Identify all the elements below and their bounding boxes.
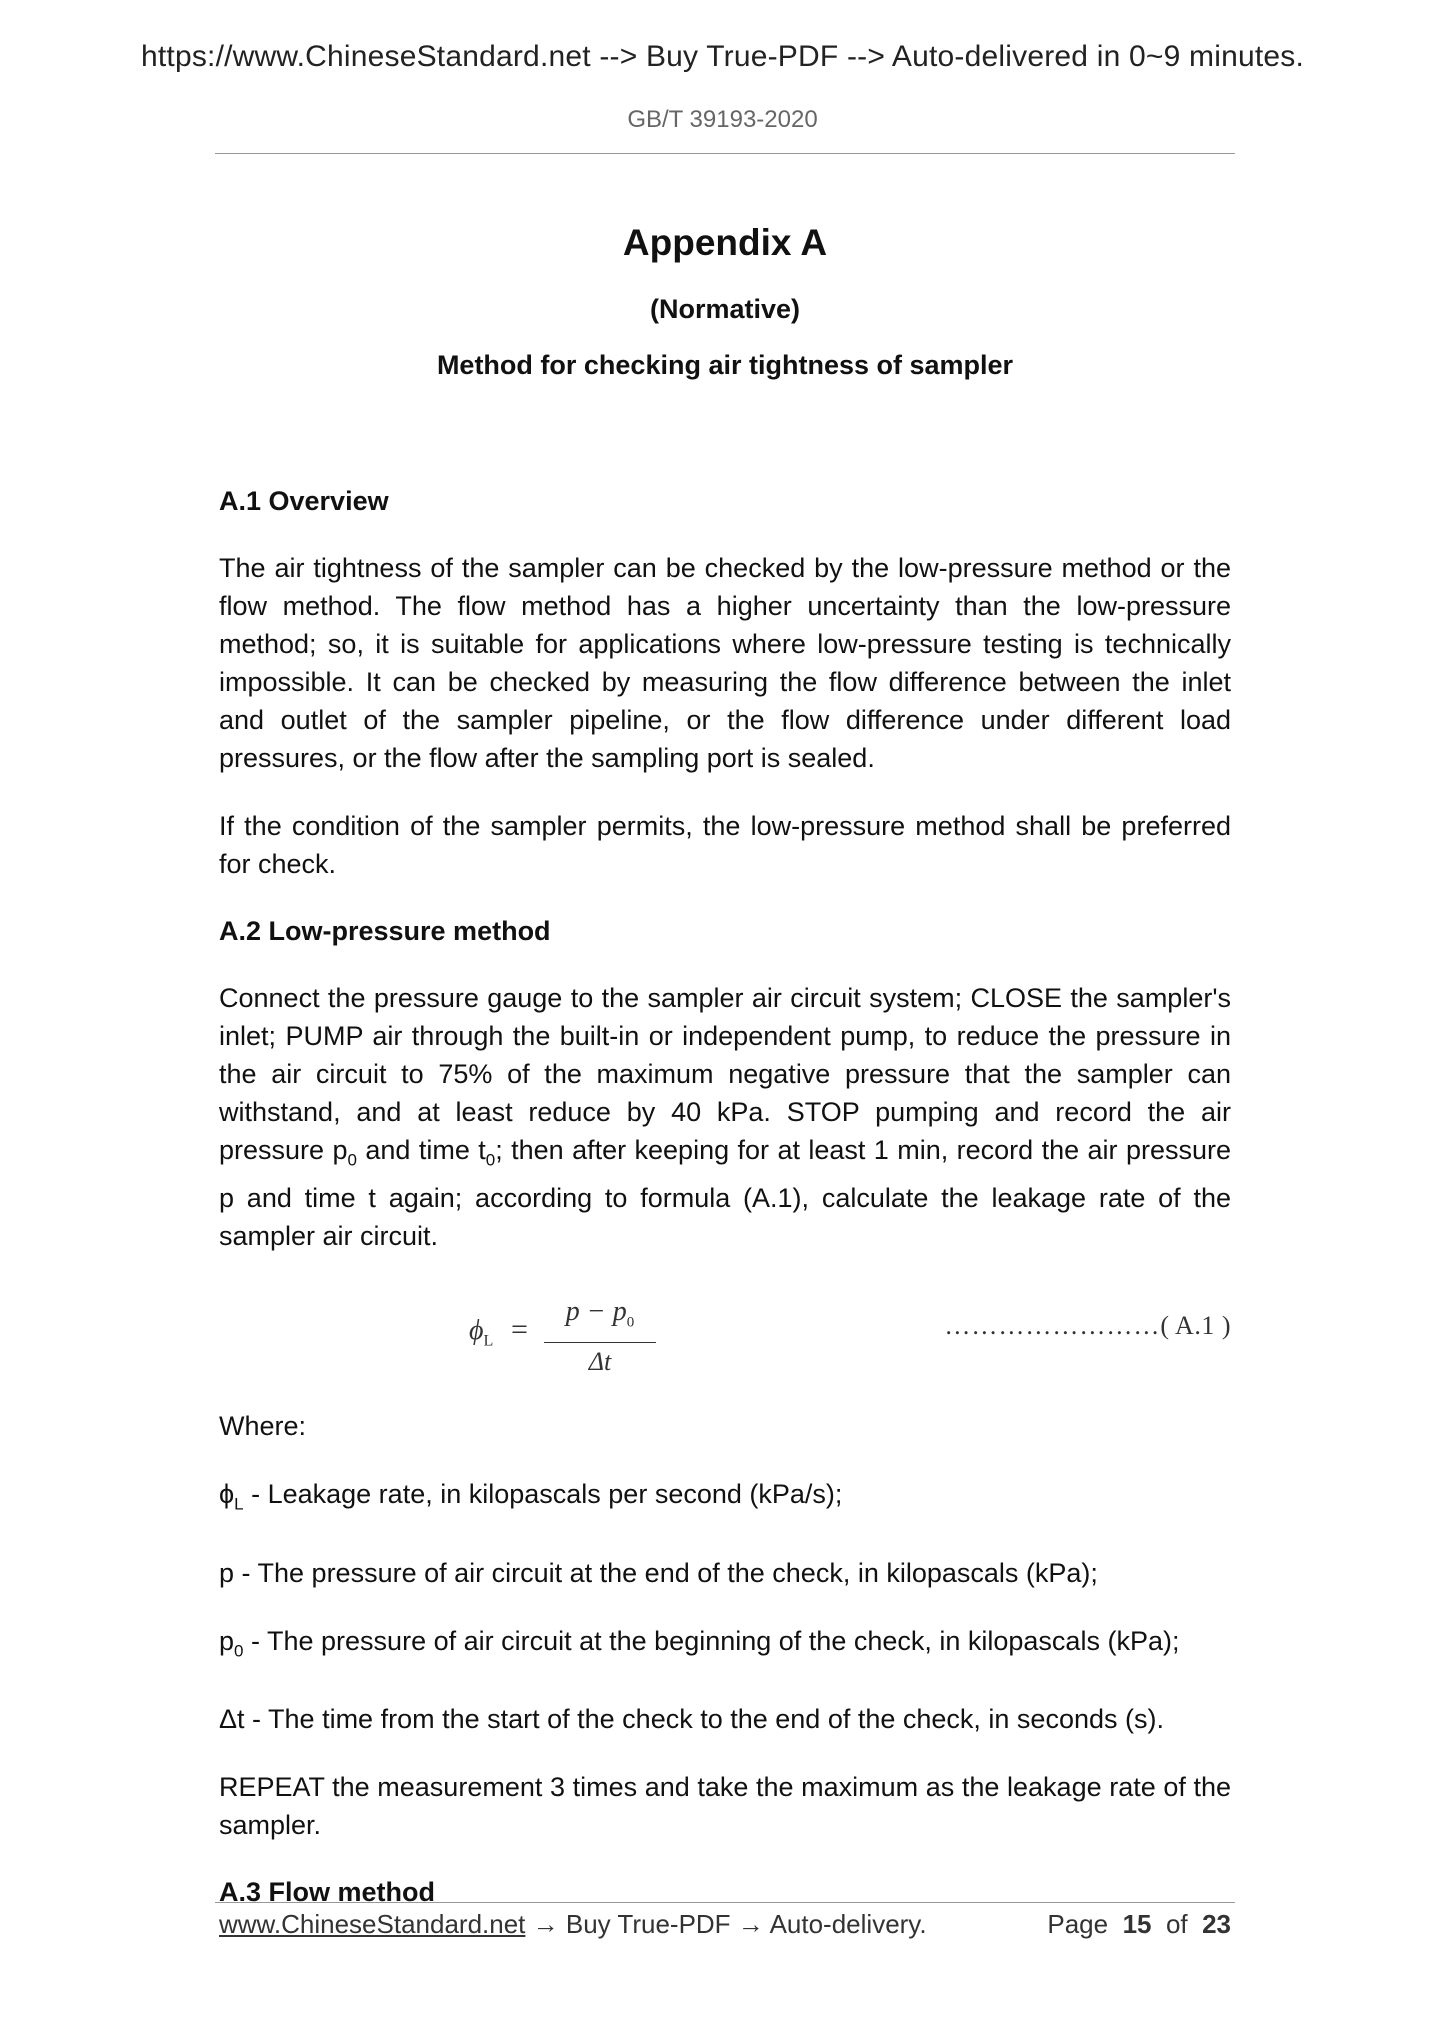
footer-website-link[interactable]: www.ChineseStandard.net (219, 1909, 526, 1939)
page-content (219, 205, 1231, 1910)
definition-symbol: p (219, 1625, 235, 1656)
definition-time: Δt - The time from the start of the check to the end of the check, in seconds (s). (219, 1704, 1164, 1735)
where-label: Where: (219, 1411, 307, 1442)
appendix-subtitle: (Normative) (649, 294, 801, 324)
section-a2-heading: A.2 Low-pressure method (219, 916, 551, 946)
formula-leader-dots: …………………… (944, 1311, 1161, 1341)
subscript-zero: 0 (485, 1150, 496, 1170)
definition-text: - The pressure of air circuit at the beginning of the check, in kilopascals (kPa); (243, 1625, 1180, 1656)
page-footer (219, 1906, 1231, 1942)
phi-symbol: ϕ (219, 1479, 235, 1510)
numerator-subscript: 0 (626, 1314, 635, 1331)
definition-text: - Leakage rate, in kilopascals per second (kPa/s); (243, 1479, 843, 1510)
section-a2-text-part-2: and time t (356, 1135, 486, 1165)
section-a2-text-part-3: ; then after keeping for at least 1 min, record the air pressure p and time t again; according to formula (A.1), calculate the leakage rate of the sampler air circuit. (219, 1135, 1232, 1252)
definition-subscript: L (234, 1494, 244, 1514)
formula-number (944, 1311, 1231, 1341)
repeat-instruction: REPEAT the measurement 3 times and take the maximum as the leakage rate of the sampler. (219, 1772, 1231, 1841)
formula-equals: = (511, 1313, 528, 1347)
appendix-title: Appendix A (622, 222, 828, 263)
section-a1-paragraph-2: If the condition of the sampler permits, the low-pressure method shall be preferred for check. (219, 811, 1231, 879)
numerator-text: p − p (565, 1296, 627, 1328)
footer-tagline: → Buy True-PDF → Auto-delivery. (525, 1909, 927, 1939)
section-a2-text-part-1: Connect the pressure gauge to the sampler air circuit system; CLOSE the sampler's inlet; PUMP air through the built-in or independent pump, to reduce the pressure in the air circuit to 75% of the maximum negative pressure that the sampler can withstand, and at least reduce by 40 kPa. STOP pumping and record the air pressure p (219, 983, 1231, 1165)
formula-denominator: Δt (588, 1346, 612, 1376)
section-a2-paragraph (219, 979, 1231, 1255)
formula-label: ( A.1 ) (1160, 1311, 1231, 1341)
phi-symbol: ϕ (469, 1315, 484, 1347)
page-label: Page (1047, 1909, 1109, 1939)
formula-numerator (544, 1295, 656, 1343)
section-a1-heading: A.1 Overview (219, 486, 389, 516)
page-of: of (1165, 1909, 1188, 1939)
definition-leakage-rate (219, 1475, 1231, 1523)
section-a3-heading: A.3 Flow method (219, 1877, 435, 1908)
top-banner: https://www.ChineseStandard.net --> Buy True-PDF --> Auto-delivered in 0~9 minutes. (141, 40, 1304, 73)
header-divider (215, 153, 1235, 154)
page-total: 23 (1202, 1909, 1231, 1939)
definition-subscript: 0 (234, 1641, 244, 1661)
section-a1-paragraph-1: The air tightness of the sampler can be checked by the low-pressure method or the flow method. The flow method has a higher uncertainty than the low-pressure method; so, it is suitable for applications where low-pressure testing is technically impossible. It can be checked by measuring the flow difference between the inlet and outlet of the sampler pipeline, or the flow difference under different load pressures, or the flow after the sampling port is sealed. (219, 553, 1231, 773)
definition-pressure-start (219, 1622, 1231, 1670)
document-code: GB/T 39193-2020 (627, 106, 818, 133)
definition-pressure-end: p - The pressure of air circuit at the end of the check, in kilopascals (kPa); (219, 1557, 1098, 1588)
page-number (1047, 1906, 1231, 1942)
footer-divider (215, 1902, 1235, 1903)
formula-fraction (544, 1295, 656, 1379)
formula-a1 (219, 1295, 1231, 1379)
appendix-name: Method for checking air tightness of sampler (436, 350, 1014, 380)
formula-lhs (469, 1315, 493, 1351)
subscript-zero: 0 (347, 1150, 357, 1170)
page-current: 15 (1122, 1909, 1152, 1939)
formula-lhs-subscript: L (483, 1332, 494, 1350)
